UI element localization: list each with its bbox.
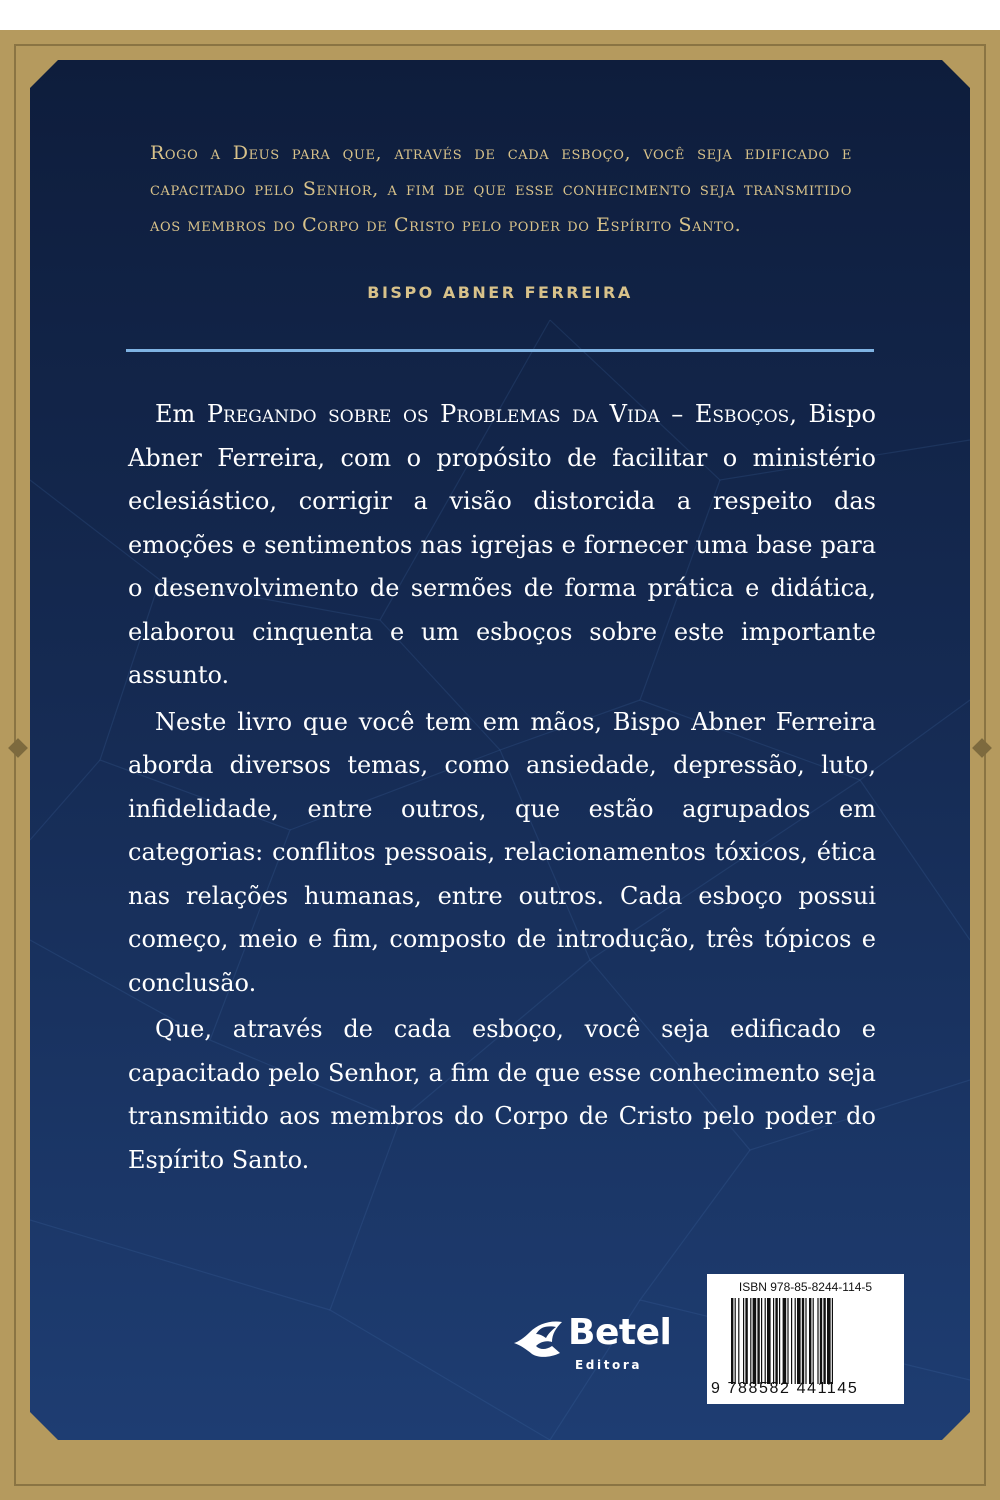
synopsis	[128, 393, 876, 1185]
quote-author: BISPO ABNER FERREIRA	[367, 283, 633, 302]
fish-logo-icon	[512, 1318, 564, 1358]
book-title: Pregando sobre os Problemas da Vida – Esboços	[206, 400, 790, 428]
synopsis-paragraph-2: Neste livro que você tem em mãos, Bispo Abner Ferreira aborda diversos temas, como ansiedade, depressão, luto, infidelidade, entre outros, que estão agrupados em categorias: conflitos pessoais, relacionamentos tóxicos, ética nas relações humanas, entre outros. Cada esboço possui começo, meio e fim, composto de introdução, três tópicos e conclusão.	[128, 707, 876, 997]
isbn-barcode	[707, 1274, 904, 1404]
synopsis-paragraph-1	[128, 393, 876, 698]
section-divider	[126, 349, 874, 352]
barcode-digits: 9 788582 441145	[711, 1380, 859, 1397]
publisher-logo	[512, 1312, 682, 1378]
quote-text: Rogo a Deus para que, através de cada esboço, você seja edificado e capacitado pelo Senhor, a fim de que esse conhecimento seja transmitido aos membros do Corpo de Cristo pelo poder do Espírito Santo.	[150, 142, 852, 236]
barcode-bars	[731, 1298, 891, 1384]
publisher-name: Betel	[568, 1312, 672, 1353]
paragraph-lead: Em	[155, 400, 196, 428]
synopsis-paragraph-3: Que, através de cada esboço, você seja edificado e capacitado pelo Senhor, a fim de que esse conhecimento seja transmitido aos membros do Corpo de Cristo pelo poder do Espírito Santo.	[128, 1015, 876, 1174]
publisher-subtitle: Editora	[575, 1358, 643, 1372]
isbn-label: ISBN 978-85-8244-114-5	[738, 1280, 873, 1294]
paragraph-text: , Bispo Abner Ferreira, com o propósito de facilitar o ministério eclesiástico, corrigir a visão distorcida a respeito das emoções e sentimentos nas igrejas e fornecer uma base para o desenvolvimento de sermões de forma prática e didática, elaborou cinquenta e um esboços sobre este importante assunto.	[128, 400, 876, 689]
